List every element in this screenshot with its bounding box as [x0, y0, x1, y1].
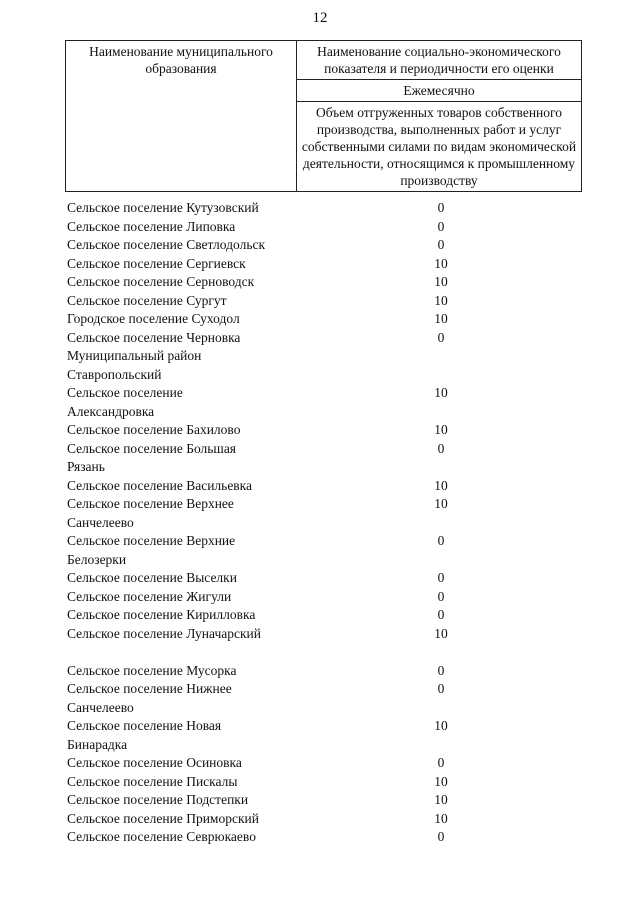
header-indicator: Наименование социально-экономического показателя и периодичности его оценки — [297, 41, 582, 80]
indicator-value — [367, 699, 511, 718]
table-row — [67, 551, 587, 570]
table-row — [67, 532, 587, 551]
municipality-name: Санчелеево — [67, 699, 134, 715]
indicator-value: 10 — [434, 255, 448, 271]
municipality-name: Сельское поселение Сергиевск — [67, 255, 246, 271]
municipality-name: Сельское поселение — [67, 385, 183, 400]
table-row — [67, 514, 587, 533]
page-number: 12 — [312, 10, 328, 26]
indicator-value — [367, 458, 511, 477]
indicator-value: 0 — [437, 440, 445, 456]
table-row — [67, 329, 587, 348]
municipality-name: Сельское поселение Мусорка — [67, 662, 237, 678]
header-indicator-description: Объем отгруженных товаров собственного производства, выполненных работ и услуг собственными силами по видам экономической деятельности, относящимся к промышленному производству — [297, 102, 582, 192]
table-header — [65, 40, 582, 192]
indicator-value: 10 — [434, 274, 448, 289]
indicator-value — [367, 551, 511, 570]
indicator-value — [367, 514, 511, 533]
indicator-value: 0 — [437, 570, 445, 585]
table-row — [67, 366, 587, 385]
indicator-value: 10 — [434, 718, 448, 733]
indicator-value: 0 — [437, 588, 445, 604]
municipality-name: Сельское поселение Жигули — [67, 588, 232, 604]
header-period: Ежемесячно — [297, 80, 582, 102]
indicator-value: 10 — [434, 385, 448, 400]
table-row — [67, 828, 587, 847]
indicator-value: 0 — [437, 681, 445, 696]
municipality-name: Городское поселение Суходол — [67, 311, 240, 326]
indicator-value — [367, 643, 511, 662]
indicator-value — [367, 366, 511, 385]
table-row — [67, 403, 587, 422]
municipality-name: Белозерки — [67, 551, 127, 567]
indicator-value: 10 — [434, 292, 448, 308]
table-row — [67, 699, 587, 718]
indicator-value: 10 — [434, 477, 448, 493]
indicator-value: 0 — [437, 218, 445, 234]
table-row — [67, 773, 587, 792]
indicator-value: 0 — [437, 237, 445, 252]
municipality-name: Муниципальный район — [67, 348, 202, 363]
indicator-value: 0 — [437, 662, 445, 678]
municipality-name: Сельское поселение Кирилловка — [67, 607, 256, 622]
table-row — [67, 736, 587, 755]
municipality-name: Сельское поселение Подстепки — [67, 792, 249, 807]
table-row — [67, 606, 587, 625]
municipality-name: Сельское поселение Луначарский — [67, 625, 261, 641]
indicator-value: 10 — [434, 625, 448, 641]
table-row — [67, 810, 587, 829]
table-row — [67, 495, 587, 514]
table-row — [67, 791, 587, 810]
table-row — [67, 625, 587, 644]
table-row — [67, 680, 587, 699]
municipality-name: Сельское поселение Васильевка — [67, 477, 253, 493]
table-row — [67, 588, 587, 607]
indicator-value: 10 — [434, 773, 448, 789]
table-row — [67, 199, 587, 218]
municipality-name — [67, 643, 367, 662]
indicator-value — [367, 403, 511, 422]
municipality-name: Александровка — [67, 403, 155, 419]
table-row — [67, 421, 587, 440]
indicator-value: 0 — [437, 755, 445, 770]
municipality-name: Сельское поселение Черновка — [67, 329, 241, 345]
table-row — [67, 292, 587, 311]
municipality-name: Рязань — [67, 459, 105, 474]
header-municipality: Наименование муниципального образования — [66, 41, 297, 192]
municipality-name: Сельское поселение Светлодольск — [67, 237, 266, 252]
table-row — [67, 273, 587, 292]
indicator-value: 10 — [434, 311, 448, 326]
table-row — [67, 440, 587, 459]
municipality-name: Санчелеево — [67, 514, 134, 530]
municipality-name: Сельское поселение Приморский — [67, 810, 259, 826]
table-row — [67, 643, 587, 662]
table-row — [67, 255, 587, 274]
indicator-value: 10 — [434, 496, 448, 511]
indicator-value: 0 — [437, 533, 445, 548]
municipality-name: Сельское поселение Серноводск — [67, 274, 255, 289]
table-row — [67, 347, 587, 366]
table-row — [67, 569, 587, 588]
table-row — [67, 477, 587, 496]
municipality-name: Сельское поселение Выселки — [67, 570, 237, 585]
municipality-name: Бинарадка — [67, 736, 128, 752]
table-row — [67, 310, 587, 329]
municipality-name: Сельское поселение Сургут — [67, 292, 227, 308]
municipality-name: Сельское поселение Липовка — [67, 218, 236, 234]
indicator-value: 0 — [437, 329, 445, 345]
indicator-value: 10 — [434, 422, 448, 437]
municipality-name: Сельское поселение Кутузовский — [67, 200, 259, 215]
municipality-name: Сельское поселение Осиновка — [67, 755, 242, 770]
table-row — [67, 717, 587, 736]
municipality-name: Сельское поселение Нижнее — [67, 681, 232, 696]
table-row — [67, 754, 587, 773]
indicator-value: 0 — [437, 607, 445, 622]
indicator-value: 0 — [437, 200, 445, 215]
table-row — [67, 384, 587, 403]
table-row — [67, 662, 587, 681]
municipality-name: Сельское поселение Новая — [67, 718, 222, 733]
municipality-name: Сельское поселение Большая — [67, 440, 237, 456]
table-row — [67, 218, 587, 237]
indicator-value — [367, 347, 511, 366]
indicator-value: 0 — [437, 829, 445, 844]
data-rows — [67, 199, 587, 847]
indicator-value — [367, 736, 511, 755]
municipality-name: Сельское поселение Севрюкаево — [67, 829, 256, 844]
municipality-name: Сельское поселение Верхние — [67, 533, 236, 548]
municipality-name: Ставропольский — [67, 366, 162, 382]
table-row — [67, 236, 587, 255]
table-row — [67, 458, 587, 477]
municipality-name: Сельское поселение Пискалы — [67, 773, 238, 789]
municipality-name: Сельское поселение Бахилово — [67, 422, 241, 437]
indicator-value: 10 — [434, 792, 448, 807]
indicator-value: 10 — [434, 810, 448, 826]
municipality-name: Сельское поселение Верхнее — [67, 496, 234, 511]
